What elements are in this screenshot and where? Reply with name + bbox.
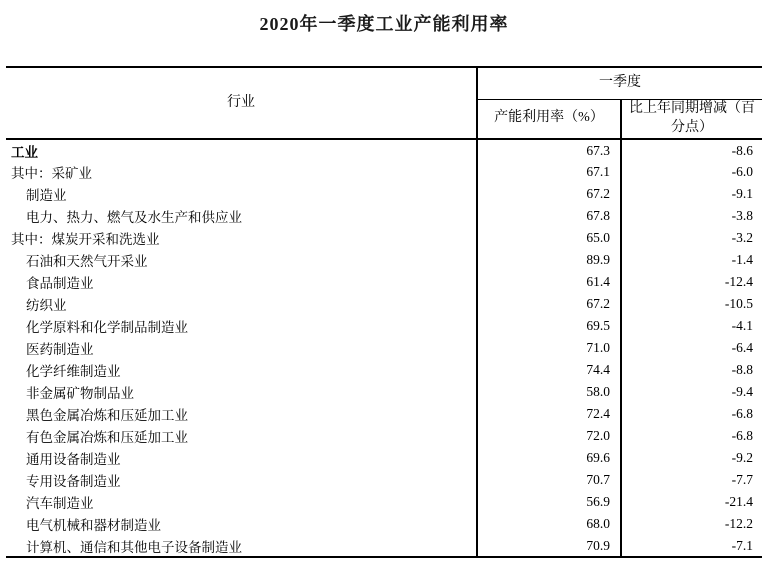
change-cell: -3.2 [731,230,753,245]
change-cell: -21.4 [724,494,753,509]
utilization-cell: 74.4 [477,359,621,381]
utilization-cell: 70.9 [477,535,621,557]
table-row [6,513,762,535]
change-cell: -6.0 [731,164,753,179]
industry-cell: 非金属矿物制品业 [6,381,477,403]
industry-cell: 电气机械和器材制造业 [6,513,477,535]
utilization-cell: 56.9 [477,491,621,513]
industry-cell: 有色金属冶炼和压延加工业 [6,425,477,447]
utilization-cell: 67.8 [477,205,621,227]
industry-cell: 纺织业 [6,293,477,315]
change-cell: -7.7 [731,472,753,487]
col-header-utilization: 产能利用率（%） [477,99,621,139]
industry-cell: 化学原料和化学制品制造业 [6,315,477,337]
industry-cell: 计算机、通信和其他电子设备制造业 [6,535,477,557]
change-cell: -8.6 [731,142,753,158]
table-row [6,183,762,205]
change-cell: -4.1 [731,318,753,333]
change-cell: -9.2 [731,450,753,465]
industry-cell: 工业 [6,139,477,161]
table-row [6,403,762,425]
table-row [6,535,762,557]
table-row [6,491,762,513]
col-header-quarter: 一季度 [477,67,762,99]
industry-cell: 食品制造业 [6,271,477,293]
header-row-top [6,67,762,99]
col-header-change: 比上年同期增减（百分点） [621,99,762,139]
table-row [6,227,762,249]
change-cell: -10.5 [724,296,753,311]
table-body [6,139,762,557]
change-cell: -1.4 [731,252,753,267]
utilization-cell: 67.2 [477,183,621,205]
table-row [6,381,762,403]
industry-cell: 电力、热力、燃气及水生产和供应业 [6,205,477,227]
utilization-cell: 71.0 [477,337,621,359]
table-row [6,315,762,337]
table-row [6,425,762,447]
industry-cell: 通用设备制造业 [6,447,477,469]
change-cell: -8.8 [731,362,753,377]
utilization-cell: 67.2 [477,293,621,315]
industry-cell: 医药制造业 [6,337,477,359]
industry-cell: 黑色金属冶炼和压延加工业 [6,403,477,425]
utilization-cell: 70.7 [477,469,621,491]
change-cell: -9.1 [731,186,753,201]
capacity-utilization-table [6,66,762,558]
industry-cell: 其中：采矿业 [6,161,477,183]
change-cell: -12.4 [724,274,753,289]
utilization-cell: 68.0 [477,513,621,535]
page-title: 2020年一季度工业产能利用率 [259,14,509,34]
table-row [6,359,762,381]
table-row [6,469,762,491]
utilization-cell: 89.9 [477,249,621,271]
utilization-cell: 65.0 [477,227,621,249]
industry-cell: 化学纤维制造业 [6,359,477,381]
utilization-cell: 67.3 [477,139,621,161]
change-cell: -3.8 [731,208,753,223]
table-row [6,271,762,293]
table-row [6,293,762,315]
industry-cell: 专用设备制造业 [6,469,477,491]
industry-cell: 制造业 [6,183,477,205]
table-row [6,205,762,227]
utilization-cell: 67.1 [477,161,621,183]
industry-cell: 汽车制造业 [6,491,477,513]
change-cell: -6.8 [731,428,753,443]
utilization-cell: 72.4 [477,403,621,425]
change-cell: -12.2 [724,516,753,531]
utilization-cell: 61.4 [477,271,621,293]
change-cell: -9.4 [731,384,753,399]
utilization-cell: 72.0 [477,425,621,447]
change-cell: -7.1 [731,537,753,553]
utilization-cell: 69.6 [477,447,621,469]
industry-cell: 石油和天然气开采业 [6,249,477,271]
change-cell: -6.8 [731,406,753,421]
change-cell: -6.4 [731,340,753,355]
table-header [6,67,762,139]
col-header-industry: 行业 [6,67,477,139]
industry-cell: 其中：煤炭开采和洗选业 [6,227,477,249]
table-row [6,337,762,359]
utilization-cell: 58.0 [477,381,621,403]
table-row [6,249,762,271]
table-row [6,161,762,183]
table-row [6,447,762,469]
utilization-cell: 69.5 [477,315,621,337]
table-row [6,139,762,161]
